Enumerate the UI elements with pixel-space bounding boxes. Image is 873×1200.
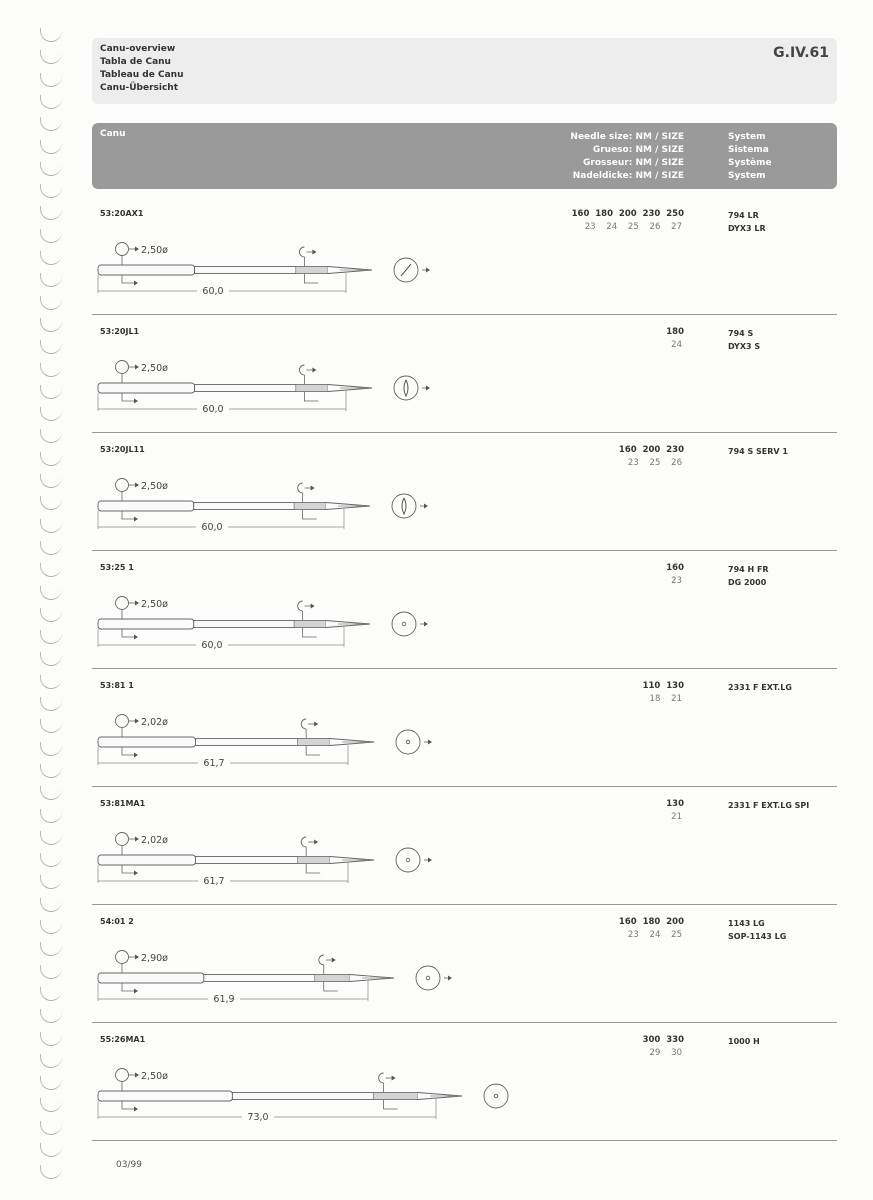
needle-diagram <box>92 937 512 1017</box>
needle-diameter: 2,90ø <box>141 953 168 964</box>
needle-diagram <box>92 819 512 899</box>
binding-ring <box>40 429 62 443</box>
needle-diagram <box>92 347 512 427</box>
needle-entry <box>92 787 837 905</box>
column-canu: Canu <box>100 129 126 139</box>
binding-ring <box>40 697 62 711</box>
needle-entry <box>92 315 837 433</box>
binding-ring <box>40 363 62 377</box>
needle-system: 2331 F EXT.LG <box>728 683 792 692</box>
binding-ring <box>40 898 62 912</box>
binding-ring <box>40 1032 62 1046</box>
binding-ring <box>40 474 62 488</box>
binding-ring <box>40 1143 62 1157</box>
binding-ring <box>40 630 62 644</box>
needle-diameter: 2,02ø <box>141 717 168 728</box>
binding-ring <box>40 28 62 42</box>
binding-ring <box>40 1098 62 1112</box>
needle-size-values: 21 <box>671 812 682 822</box>
binding-ring <box>40 140 62 154</box>
page-header <box>92 38 837 104</box>
binding-ring <box>40 920 62 934</box>
needle-diagram <box>92 701 512 781</box>
binding-ring <box>40 407 62 421</box>
binding-ring <box>40 563 62 577</box>
footer-date: 03/99 <box>116 1160 142 1170</box>
needle-code: 53:20JL11 <box>100 445 145 454</box>
binding-ring <box>40 340 62 354</box>
binding-ring <box>40 541 62 555</box>
binding-ring <box>40 987 62 1001</box>
spiral-binding <box>0 0 80 1200</box>
binding-ring <box>40 273 62 287</box>
needle-diameter: 2,50ø <box>141 363 168 374</box>
binding-ring <box>40 965 62 979</box>
needle-code: 53:81MA1 <box>100 799 146 808</box>
needle-entry <box>92 905 837 1023</box>
binding-ring <box>40 786 62 800</box>
binding-ring <box>40 452 62 466</box>
binding-ring <box>40 831 62 845</box>
needle-nm-values: 160 180 200 230 250 <box>571 209 684 219</box>
binding-ring <box>40 1121 62 1135</box>
header-titles: Canu-overview Tabla de Canu Tableau de Canu Canu-Übersicht <box>100 44 184 93</box>
binding-ring <box>40 95 62 109</box>
needle-length: 61,7 <box>203 758 225 769</box>
page-code: G.IV.61 <box>773 45 829 61</box>
needle-length: 61,7 <box>203 876 225 887</box>
binding-ring <box>40 742 62 756</box>
needle-diameter: 2,50ø <box>141 481 168 492</box>
needle-length: 60,0 <box>202 286 224 297</box>
binding-ring <box>40 764 62 778</box>
binding-ring <box>40 73 62 87</box>
needle-nm-values: 130 <box>666 799 684 809</box>
binding-ring <box>40 251 62 265</box>
needle-diameter: 2,50ø <box>141 1071 168 1082</box>
needle-diagram <box>92 465 512 545</box>
needle-code: 53:25 1 <box>100 563 134 572</box>
needle-diameter: 2,02ø <box>141 835 168 846</box>
binding-ring <box>40 162 62 176</box>
needle-diameter: 2,50ø <box>141 245 168 256</box>
binding-ring <box>40 608 62 622</box>
binding-ring <box>40 385 62 399</box>
binding-ring <box>40 652 62 666</box>
needle-nm-values: 160 200 230 <box>618 445 684 455</box>
needle-size-values: 23 <box>671 576 682 586</box>
needle-size-values: 24 <box>671 340 682 350</box>
binding-ring <box>40 117 62 131</box>
binding-ring <box>40 1054 62 1068</box>
needle-code: 55:26MA1 <box>100 1035 146 1044</box>
binding-ring <box>40 1165 62 1179</box>
binding-ring <box>40 206 62 220</box>
binding-ring <box>40 875 62 889</box>
needle-diameter: 2,50ø <box>141 599 168 610</box>
binding-ring <box>40 809 62 823</box>
needle-entry <box>92 197 837 315</box>
needle-nm-values: 160 180 200 <box>618 917 684 927</box>
needle-entry <box>92 433 837 551</box>
binding-ring <box>40 318 62 332</box>
needle-size-values: 29 30 <box>649 1048 682 1058</box>
column-needle-size: Needle size: NM / SIZE Grueso: NM / SIZE Grosseur: NM / SIZE Nadeldicke: NM / SIZE <box>570 132 684 181</box>
needle-diagram <box>92 583 512 663</box>
needle-size-values: 23 24 25 26 27 <box>584 222 682 232</box>
needle-nm-values: 300 330 <box>642 1035 684 1045</box>
needle-length: 60,0 <box>202 404 224 415</box>
needle-size-values: 23 25 26 <box>627 458 682 468</box>
needle-size-values: 23 24 25 <box>627 930 682 940</box>
binding-ring <box>40 184 62 198</box>
binding-ring <box>40 519 62 533</box>
binding-ring <box>40 1076 62 1090</box>
needle-system: 794 LR DYX3 LR <box>728 211 766 233</box>
column-header <box>92 123 837 189</box>
binding-ring <box>40 853 62 867</box>
needle-system: 2331 F EXT.LG SPI <box>728 801 810 810</box>
needle-code: 53:20AX1 <box>100 209 144 218</box>
needle-size-values: 18 21 <box>649 694 682 704</box>
needle-entry <box>92 551 837 669</box>
needle-nm-values: 110 130 <box>642 681 684 691</box>
binding-ring <box>40 586 62 600</box>
needle-code: 53:20JL1 <box>100 327 140 336</box>
binding-ring <box>40 296 62 310</box>
needle-nm-values: 160 <box>666 563 684 573</box>
needle-length: 60,0 <box>201 522 223 533</box>
needle-length: 60,0 <box>201 640 223 651</box>
needle-length: 73,0 <box>247 1112 269 1123</box>
binding-ring <box>40 496 62 510</box>
needle-system: 1000 H <box>728 1037 760 1046</box>
needle-system: 794 S DYX3 S <box>728 329 761 351</box>
column-system: System Sistema Système System <box>728 132 772 181</box>
needle-entry <box>92 1023 837 1141</box>
needle-system: 794 H FR DG 2000 <box>728 565 769 587</box>
binding-ring <box>40 675 62 689</box>
needle-code: 53:81 1 <box>100 681 134 690</box>
needle-code: 54:01 2 <box>100 917 134 926</box>
binding-ring <box>40 942 62 956</box>
binding-ring <box>40 229 62 243</box>
needle-diagram <box>92 1055 512 1135</box>
needle-length: 61,9 <box>213 994 235 1005</box>
binding-ring <box>40 1009 62 1023</box>
binding-ring <box>40 50 62 64</box>
binding-ring <box>40 719 62 733</box>
needle-diagram <box>92 229 512 309</box>
needle-nm-values: 180 <box>666 327 684 337</box>
needle-system: 794 S SERV 1 <box>728 447 788 456</box>
needle-entry <box>92 669 837 787</box>
needle-system: 1143 LG SOP-1143 LG <box>728 919 787 941</box>
